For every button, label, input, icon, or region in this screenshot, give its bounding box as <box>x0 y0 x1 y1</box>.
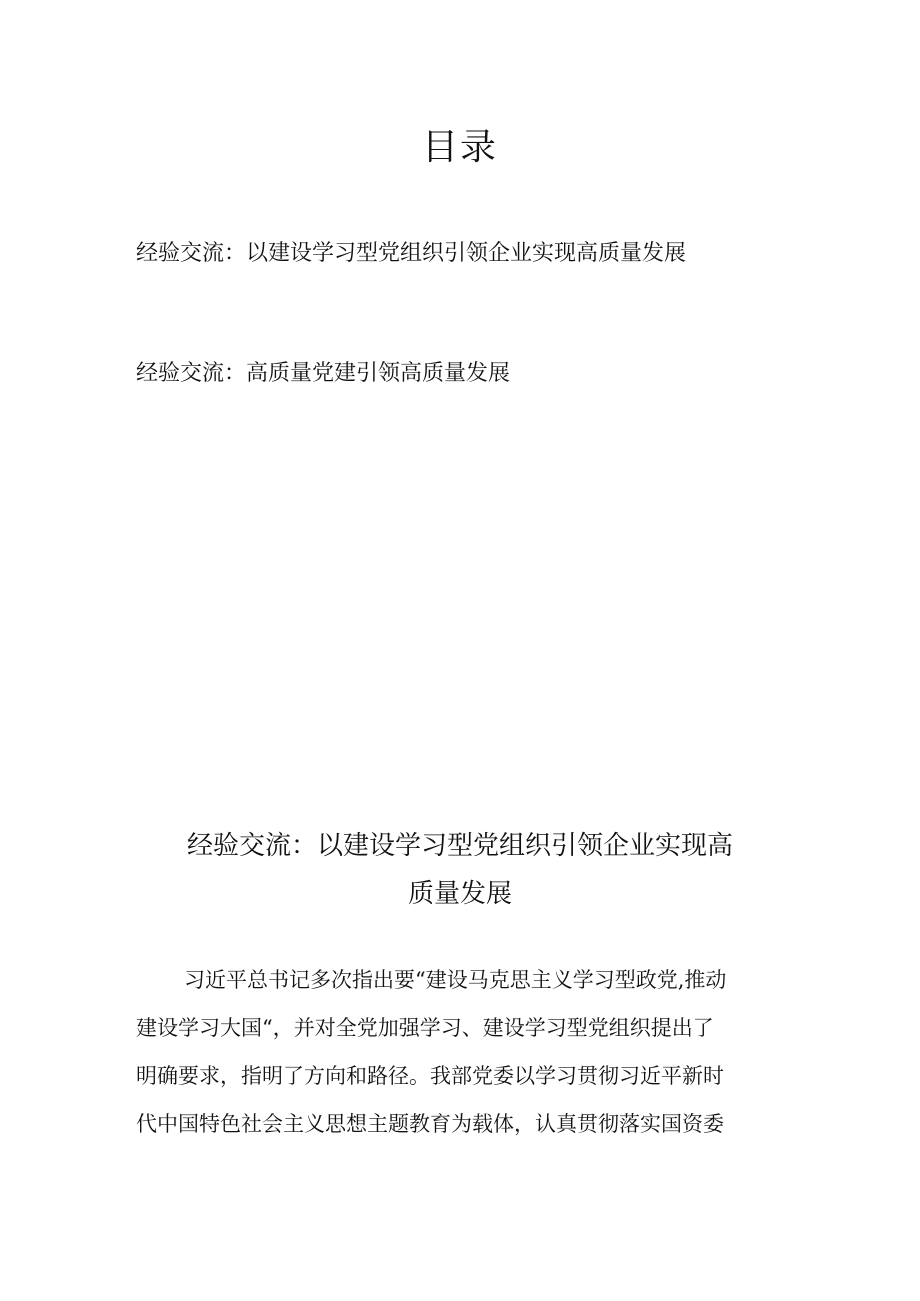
body-line-2: 建设学习大国“，并对全党加强学习、建设学习型党组织提出了 <box>136 1016 714 1040</box>
body-line-3: 明确要求，指明了方向和路径。我部党委以学习贯彻习近平新时 <box>136 1064 724 1088</box>
body-line-4: 代中国特色社会主义思想主题教育为载体，认真贯彻落实国资委 <box>136 1112 724 1136</box>
toc-item-2[interactable]: 经验交流：高质量党建引领高质量发展 <box>136 361 511 386</box>
article-title <box>160 822 760 918</box>
table-of-contents <box>136 236 836 392</box>
article-title-line-2: 质量发展 <box>407 879 512 909</box>
toc-title: 目录 <box>421 127 498 168</box>
article-title-line-1: 经验交流：以建设学习型党组织引领企业实现高 <box>186 831 733 861</box>
toc-item-1[interactable]: 经验交流：以建设学习型党组织引领企业实现高质量发展 <box>136 241 687 266</box>
article-body <box>136 956 792 1148</box>
body-line-1: 习近平总书记多次指出要“建设马克思主义学习型政党,推动 <box>184 968 727 992</box>
